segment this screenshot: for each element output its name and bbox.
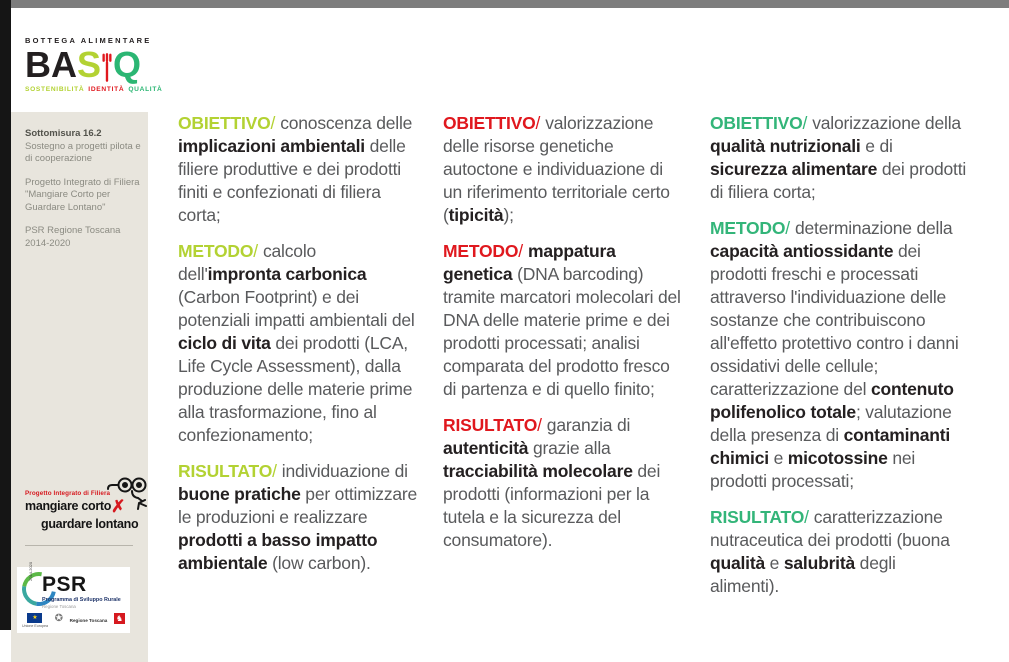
obiettivo-label: OBIETTIVO [178, 113, 271, 133]
obiettivo-text: conoscenza delle implicazioni ambientali delle filiere produttive e dei prodotti finiti e confezionati di filiera corta; [178, 113, 413, 225]
basiq-logo [25, 36, 163, 93]
fork-i-icon [102, 52, 112, 83]
psr-years: 2014-2020 [28, 561, 33, 581]
risultato-text: individuazione di buone pratiche per ottimizzare le produzioni e realizzare prodotti a basso impatto ambientale (low carbon). [178, 461, 418, 573]
sidebar-measure-title: Sottomisura 16.2 [25, 128, 102, 139]
metodo-label: METODO [443, 241, 519, 261]
label-slash: / [785, 218, 790, 238]
regione-toscana-label: Regione Toscana [69, 618, 108, 623]
risultato-paragraph [443, 414, 683, 552]
metodo-paragraph [178, 240, 423, 447]
psr-logo [17, 561, 130, 633]
column-ambiente [178, 112, 423, 611]
content-columns [178, 112, 968, 611]
binoculars-doodle-icon [103, 475, 149, 515]
sidebar-psr-ref [25, 225, 143, 250]
italy-emblem-icon: ✪ [54, 613, 64, 624]
metodo-label: METODO [178, 241, 254, 261]
column-genetica [443, 112, 683, 611]
psr-acronym: PSR [42, 573, 87, 596]
logo-letter-q: Q [112, 44, 141, 85]
label-slash: / [253, 241, 258, 261]
eu-flag-icon: ★ [27, 613, 42, 623]
metodo-paragraph [443, 240, 683, 401]
label-slash: / [802, 113, 808, 133]
label-slash: / [272, 461, 277, 481]
psr-partner-logos [22, 613, 125, 628]
label-slash: / [518, 241, 523, 261]
sidebar-divider [25, 545, 133, 546]
sidebar [11, 112, 148, 662]
obiettivo-text: valorizzazione della qualità nutrizionali e di sicurezza alimentare dei prodotti di filiera corta; [710, 113, 967, 202]
sidebar-project [25, 177, 143, 215]
risultato-label: RISULTATO [710, 507, 805, 527]
stamp-title: Progetto Integrato di Filiera [25, 490, 111, 497]
risultato-label: RISULTATO [443, 415, 538, 435]
stamp-line2-text: mangiare corto [25, 499, 112, 513]
obiettivo-paragraph [443, 112, 683, 227]
label-slash: / [535, 113, 541, 133]
eu-flag-partner [22, 613, 48, 628]
tagline-qualita: QUALITÀ [128, 86, 163, 93]
label-slash: / [270, 113, 276, 133]
logo-tagline [25, 86, 163, 93]
logo-wordmark-top: BOTTEGA ALIMENTARE [25, 36, 152, 45]
red-x-icon: ✗ [111, 497, 126, 516]
obiettivo-paragraph [710, 112, 968, 204]
eu-flag-label: Unione Europea [22, 624, 48, 628]
risultato-label: RISULTATO [178, 461, 273, 481]
column-qualita [710, 112, 968, 611]
metodo-text: mappatura genetica (DNA barcoding) tramite marcatori molecolari del DNA delle materie prime e dei prodotti processati; analisi comparata del prodotto fresco di partenza e di quello finito; [443, 241, 681, 399]
risultato-text: caratterizzazione nutraceutica dei prodotti (buona qualità e salubrità degli alimenti). [710, 507, 950, 596]
pif-stamp [25, 490, 143, 531]
obiettivo-label: OBIETTIVO [443, 113, 536, 133]
metodo-text: calcolo dell'impronta carbonica (Carbon Footprint) e dei potenziali impatti ambientali del ciclo di vita dei prodotti (LCA, Life Cycle Assessment), dalla produzione delle materie prime alla trasformazione, fino al confezionamento; [178, 241, 415, 445]
logo-letters-ba: BA [25, 44, 77, 85]
label-slash: / [537, 415, 542, 435]
obiettivo-text: valorizzazione delle risorse genetiche autoctone e individuazione di un riferimento territoriale certo (tipicità); [443, 113, 670, 225]
tagline-sostenibilita: SOSTENIBILITÀ [25, 86, 85, 93]
obiettivo-label: OBIETTIVO [710, 113, 803, 133]
metodo-text: determinazione della capacità antiossidante dei prodotti freschi e processati attraverso l'individuazione delle sostanze che contribuiscono all'effetto protettivo contro i danni ossidativi delle cellule; caratterizzazione del contenuto polifenolico totale; valutazione della presenza di contaminanti chimici e micotossine nei prodotti processati; [710, 218, 959, 491]
risultato-text: garanzia di autenticità grazie alla tracciabilità molecolare dei prodotti (informazioni per la tutela e la sicurezza del consumatore). [443, 415, 661, 550]
metodo-paragraph [710, 217, 968, 493]
tagline-identita: IDENTITÀ [88, 86, 125, 93]
obiettivo-paragraph [178, 112, 423, 227]
sidebar-measure-body: Sostegno a progetti pilota e di cooperazione [25, 140, 141, 164]
sidebar-text [25, 128, 143, 261]
top-edge-bar [0, 0, 1009, 8]
psr-region: Regione Toscana [42, 604, 76, 609]
stamp-guardare-lontano: guardare lontano [41, 517, 139, 531]
logo-wordmark [25, 44, 141, 85]
risultato-paragraph [178, 460, 423, 575]
metodo-label: METODO [710, 218, 786, 238]
left-edge-bar [0, 0, 11, 630]
risultato-paragraph [710, 506, 968, 598]
sidebar-psr-body: PSR Regione Toscana 2014-2020 [25, 225, 121, 249]
pegasus-icon: ♞ [115, 614, 124, 623]
logo-letter-s: S [77, 44, 102, 85]
sidebar-measure [25, 128, 143, 166]
sidebar-project-body: Progetto Integrato di Filiera "Mangiare Corto per Guardare Lontano" [25, 176, 140, 213]
label-slash: / [804, 507, 809, 527]
psr-subtitle: Programma di Sviluppo Rurale [42, 597, 121, 603]
